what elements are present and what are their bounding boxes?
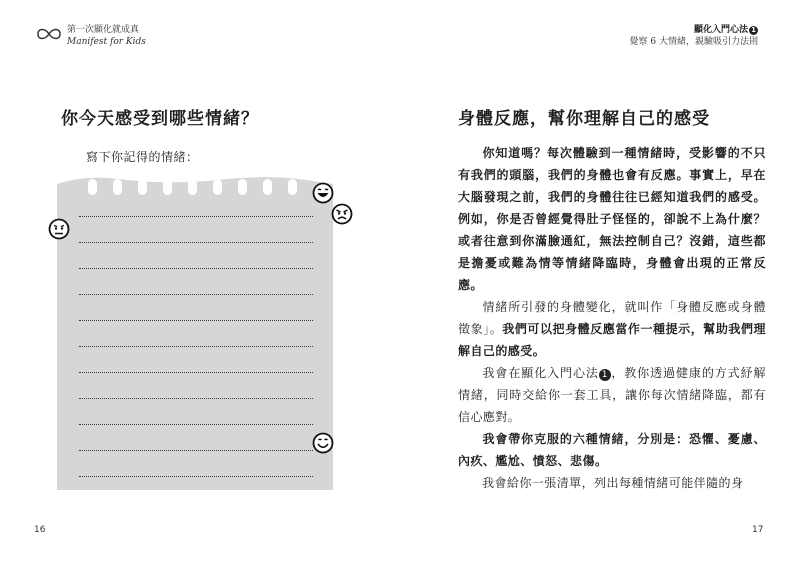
paragraph-5-text: 我會給你一張清單，列出每種情緒可能伴隨的身: [482, 476, 744, 490]
writing-line: [79, 268, 313, 269]
method-number-badge: 1: [599, 369, 611, 381]
writing-line: [79, 372, 313, 373]
left-running-header: [36, 24, 146, 48]
paragraph-1: [458, 142, 766, 296]
smile-face-icon: [312, 432, 334, 454]
right-running-header: [630, 24, 758, 48]
page-number-left: 16: [34, 525, 46, 535]
book-subtitle: Manifest for Kids: [67, 37, 146, 47]
writing-line: [79, 216, 313, 217]
paragraph-4: [458, 428, 766, 472]
book-title: 第一次顯化就成真: [67, 25, 140, 35]
paragraph-2-bold-text: 我們可以把身體反應當作一種提示，幫助我們理解自己的感受。: [458, 322, 766, 358]
paragraph-3-text-b: ，教你透過健康的方式紓解情緒，同時交給你一套工具，讓你每次情緒降臨，都有信心應對。: [458, 366, 766, 424]
page-number-right: 17: [752, 525, 764, 535]
writing-line: [79, 398, 313, 399]
notepaper-shape: [57, 174, 347, 496]
writing-line: [79, 242, 313, 243]
writing-line: [79, 294, 313, 295]
paragraph-3-text-a: 我會在顯化入門心法: [482, 366, 599, 380]
paragraph-4-text: 我會帶你克服的六種情緒，分別是：恐懼、憂慮、內疚、尷尬、憤怒、悲傷。: [458, 432, 766, 468]
paragraph-5: [458, 472, 766, 494]
right-heading: 身體反應，幫你理解自己的感受: [458, 109, 710, 129]
writing-line: [79, 424, 313, 425]
sad-face-icon: [48, 218, 70, 240]
angry-face-icon: [331, 203, 353, 225]
paragraph-2: [458, 296, 766, 362]
grin-face-icon: [312, 182, 334, 204]
writing-prompt: 寫下你記得的情緒：: [86, 150, 199, 164]
writing-line: [79, 346, 313, 347]
chapter-title-text: 顯化入門心法: [693, 25, 748, 35]
paragraph-1-text: 你知道嗎？每次體驗到一種情緒時，受影響的不只有我們的頭腦，我們的身體也會有反應。事實上，早在大腦發現之前，我們的身體往往已經知道我們的感受。例如，你是否曾經覺得肚子怪怪的，卻說不上為什麼？或者往意到你滿臉通紅，無法控制自己？沒錯，這些都是擔憂或難為情等情緒降臨時，身體會出現的正常反應。: [458, 146, 766, 292]
paragraph-3: [458, 362, 766, 428]
left-heading: 你今天感受到哪些情緒？: [61, 109, 259, 129]
chapter-title: [630, 24, 758, 36]
writing-line: [79, 476, 313, 477]
writing-line: [79, 320, 313, 321]
writing-line: [79, 450, 313, 451]
notepaper: [57, 174, 347, 496]
infinity-icon: [36, 26, 62, 42]
paragraph-2-text: 情緒所引發的身體變化，就叫作「身體反應或身體徵象」。: [458, 300, 766, 336]
chapter-subtitle: 覺察 6 大情緒，親驗吸引力法則: [629, 37, 758, 47]
chapter-number-badge: 1: [749, 26, 758, 35]
